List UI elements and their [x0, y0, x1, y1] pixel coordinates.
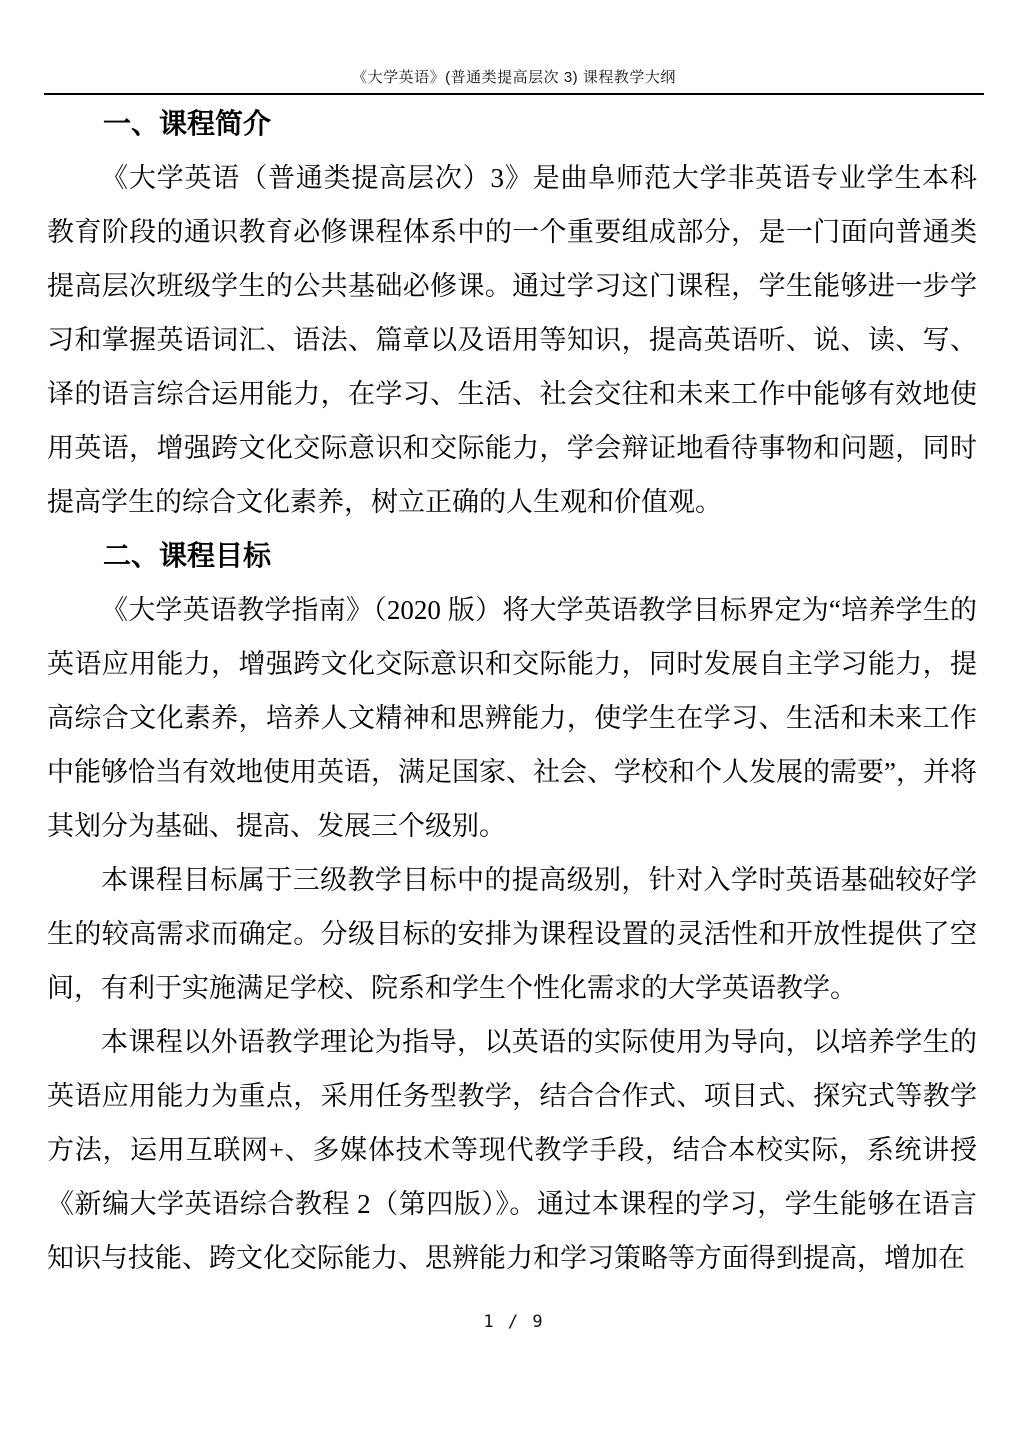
header-divider: [44, 93, 984, 95]
page-footer: [44, 1310, 984, 1334]
section-1-heading: 一、课程简介: [103, 108, 272, 139]
section-2-heading: 二、课程目标: [103, 540, 272, 571]
document-body: [47, 97, 977, 1285]
page-header-title: 《大学英语》(普通类提高层次 3) 课程教学大纲: [352, 69, 676, 86]
section-1-paragraph-1: 《大学英语（普通类提高层次）3》是曲阜师范大学非英语专业学生本科教育阶段的通识教育必修课程体系中的一个重要组成部分，是一门面向普通类提高层次班级学生的公共基础必修课。通过学习这门课程，学生能够进一步学习和掌握英语词汇、语法、篇章以及语用等知识，提高英语听、说、读、写、译的语言综合运用能力，在学习、生活、社会交往和未来工作中能够有效地使用英语，增强跨文化交际意识和交际能力，学会辩证地看待事物和问题，同时提高学生的综合文化素养，树立正确的人生观和价值观。: [47, 163, 977, 517]
section-2-paragraph-1: 《大学英语教学指南》（2020 版）将大学英语教学目标界定为“培养学生的英语应用能力，增强跨文化交际意识和交际能力，同时发展自主学习能力，提高综合文化素养，培养人文精神和思辨能力，使学生在学习、生活和未来工作中能够恰当有效地使用英语，满足国家、社会、学校和个人发展的需要”，并将其划分为基础、提高、发展三个级别。: [47, 595, 977, 841]
section-2-paragraph-3: 本课程以外语教学理论为指导，以英语的实际使用为导向，以培养学生的英语应用能力为重点，采用任务型教学，结合合作式、项目式、探究式等教学方法，运用互联网+、多媒体技术等现代教学手段，结合本校实际，系统讲授《新编大学英语综合教程 2（第四版）》。通过本课程的学习，学生能够在语言知识与技能、跨文化交际能力、思辨能力和学习策略等方面得到提高，增加在: [47, 1027, 977, 1273]
section-2-paragraph-2: 本课程目标属于三级教学目标中的提高级别，针对入学时英语基础较好学生的较高需求而确定。分级目标的安排为课程设置的灵活性和开放性提供了空间，有利于实施满足学校、院系和学生个性化需求的大学英语教学。: [47, 865, 977, 1003]
page-number: 1 / 9: [483, 1312, 545, 1332]
page-header: [44, 68, 984, 95]
